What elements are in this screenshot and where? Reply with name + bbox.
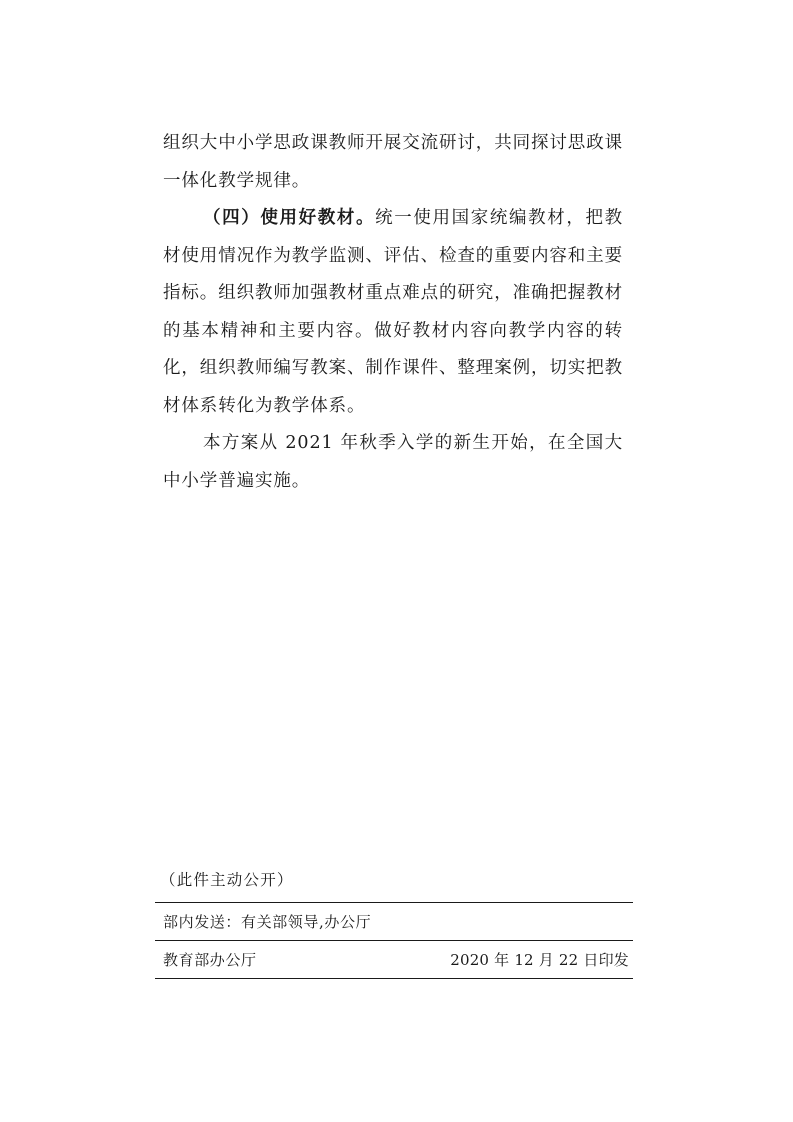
print-date: 2020 年 12 月 22 日印发 [450,951,629,969]
section-body: 统一使用国家统编教材，把教材使用情况作为教学监测、评估、检查的重要内容和主要指标。组织教师加强教材重点难点的研究，准确把握教材的基本精神和主要内容。做好教材内容向教学内容的转化，组织教师编写教案、制作课件、整理案例，切实把教材体系转化为教学体系。 [163,208,623,416]
paragraph-implementation: 本方案从 2021 年秋季入学的新生开始，在全国大中小学普遍实施。 [163,433,623,491]
distribution-text: 部内发送：有关部领导,办公厅 [163,913,372,931]
document-body [163,125,623,500]
issuer-text: 教育部办公厅 [163,951,257,969]
paragraph-section-four [163,200,623,425]
distribution-row [155,903,633,940]
footer-bottom-rule [155,978,633,979]
public-disclosure-note: （此件主动公开） [160,871,294,889]
paragraph-continuation: 组织大中小学思政课教师开展交流研讨，共同探讨思政课一体化教学规律。 [163,133,623,191]
footer-table [155,902,633,979]
issuer-row [155,941,633,978]
section-heading: （四）使用好教材。 [203,208,376,228]
